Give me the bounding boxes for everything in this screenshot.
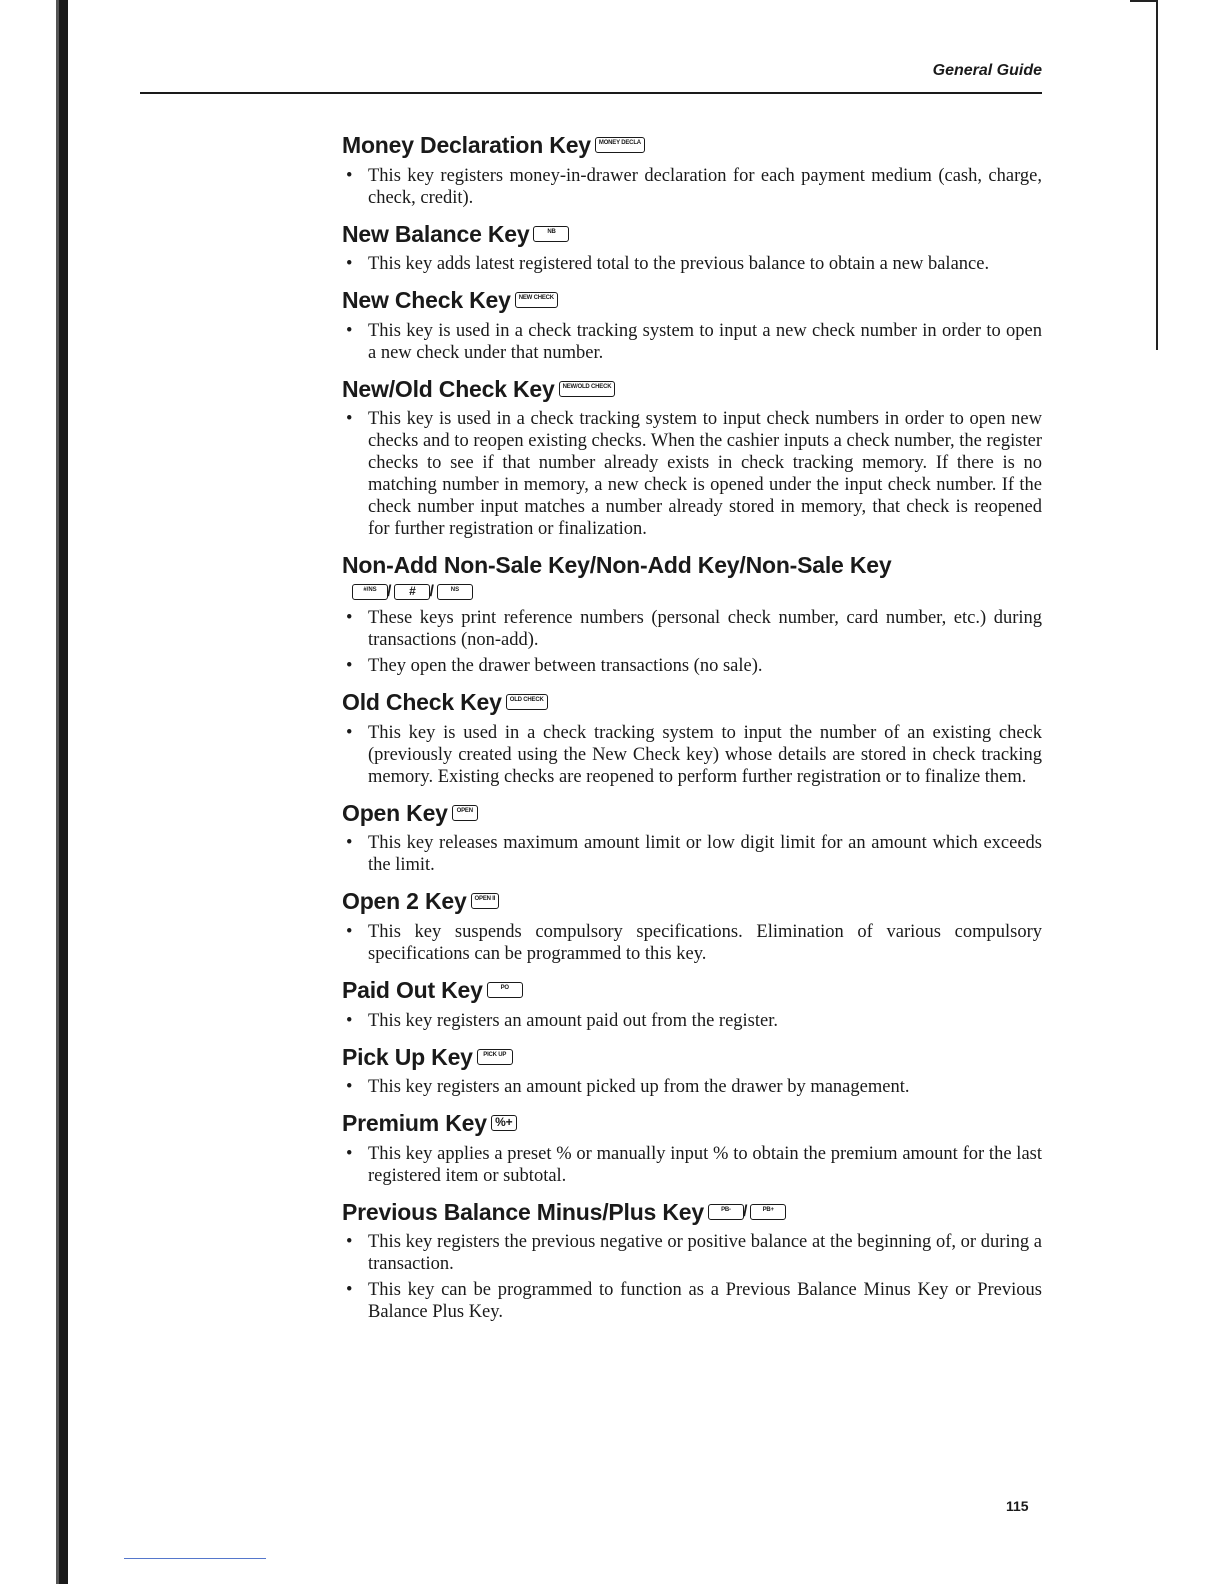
entry-title: Premium Key: [342, 1110, 487, 1137]
old-check-key-icon: OLD CHECK: [506, 694, 548, 710]
entry-new-check-key: [342, 287, 1042, 364]
previous-balance-plus-key-icon: PB+: [750, 1204, 786, 1220]
bullet: • This key registers an amount paid out from the register.: [342, 1010, 1042, 1032]
entry-premium-key: [342, 1110, 1042, 1187]
entry-heading: [342, 1110, 1042, 1138]
key-separator: /: [387, 583, 392, 601]
entry-title: Open Key: [342, 799, 448, 826]
bullet: • This key registers an amount picked up from the drawer by management.: [342, 1076, 1042, 1098]
binding-edge: [58, 0, 68, 1584]
entry-heading: [342, 132, 1042, 160]
new-balance-key-icon: NB: [533, 226, 569, 242]
bullet: • This key can be programmed to function as a Previous Balance Minus Key or Previous Balance Plus Key.: [342, 1279, 1042, 1323]
key-separator: /: [429, 583, 434, 601]
footer-rule: [124, 1558, 266, 1559]
entry-pick-up-key: [342, 1044, 1042, 1099]
entry-title: Non-Add Non-Sale Key/Non-Add Key/Non-Sale Key: [342, 552, 892, 579]
key-separator: /: [742, 1203, 748, 1221]
entry-title: New/Old Check Key: [342, 375, 555, 402]
bullet: • This key is used in a check tracking system to input the number of an existing check (previously created using the New Check key) whose details are stored in check tracking memory. Existing checks are reopened to perform further registration or to finalize them.: [342, 722, 1042, 788]
paid-out-key-icon: PO: [487, 982, 523, 998]
bullet: • This key releases maximum amount limit or low digit limit for an amount which exceeds the limit.: [342, 832, 1042, 876]
crop-mark: [1156, 0, 1158, 350]
running-head: General Guide: [932, 62, 1042, 79]
open-key-icon: OPEN: [452, 805, 478, 821]
non-add-non-sale-key-icon: #/NS: [352, 584, 388, 600]
page-number: 115: [1006, 1498, 1029, 1514]
entry-heading: [342, 1044, 1042, 1072]
glossary-content: [342, 132, 1042, 1335]
entry-open-2-key: [342, 888, 1042, 965]
entry-money-declaration-key: [342, 132, 1042, 209]
entry-heading: [342, 552, 1042, 580]
entry-non-add-non-sale-key: [342, 552, 1042, 677]
previous-balance-minus-key-icon: PB-: [708, 1204, 744, 1220]
entry-paid-out-key: [342, 977, 1042, 1032]
non-add-key-icon: #: [394, 584, 430, 600]
entry-heading: [342, 689, 1042, 717]
open-2-key-icon: OPEN II: [471, 893, 500, 909]
entry-title: New Check Key: [342, 287, 511, 314]
entry-heading: [342, 221, 1042, 249]
pick-up-key-icon: PICK UP: [477, 1049, 513, 1065]
entry-heading: [342, 376, 1042, 404]
entry-open-key: [342, 800, 1042, 877]
entry-new-old-check-key: [342, 376, 1042, 541]
entry-title: Old Check Key: [342, 689, 502, 716]
bullet: • They open the drawer between transactions (no sale).: [342, 655, 1042, 677]
entry-heading: [342, 977, 1042, 1005]
money-declaration-key-icon: MONEY DECLA: [595, 137, 645, 153]
new-check-key-icon: NEW CHECK: [515, 292, 558, 308]
entry-title: New Balance Key: [342, 220, 530, 247]
bullet: • This key registers money-in-drawer declaration for each payment medium (cash, charge, check, credit).: [342, 165, 1042, 209]
entry-heading: [342, 888, 1042, 916]
bullet: • This key registers the previous negative or positive balance at the beginning of, or during a transaction.: [342, 1231, 1042, 1275]
new-old-check-key-icon: NEW/OLD CHECK: [559, 381, 616, 397]
entry-title: Money Declaration Key: [342, 132, 591, 158]
bullet: • This key adds latest registered total to the previous balance to obtain a new balance.: [342, 253, 1042, 275]
entry-title: Paid Out Key: [342, 977, 483, 1004]
bullet: • This key is used in a check tracking system to input check numbers in order to open new checks and to reopen existing checks. When the cashier inputs a check number, the register checks to see if that number already exists in check tracking memory. If there is no matching number in memory, a new check is opened under the input check number. If the check number input matches a number already stored in memory, that check is reopened for further registration or finalization.: [342, 408, 1042, 540]
bullet: • These keys print reference numbers (personal check number, card number, etc.) during transactions (non-add).: [342, 607, 1042, 651]
entry-heading: [342, 1199, 1042, 1227]
bullet: • This key suspends compulsory specifications. Elimination of various compulsory specifications can be programmed to this key.: [342, 921, 1042, 965]
entry-new-balance-key: [342, 221, 1042, 276]
crop-mark-top: [1130, 0, 1158, 2]
header-rule: [140, 92, 1042, 94]
premium-key-icon: %+: [491, 1115, 517, 1131]
key-row: [348, 585, 1042, 603]
bullet: • This key is used in a check tracking system to input a new check number in order to open a new check under that number.: [342, 320, 1042, 364]
non-sale-key-icon: NS: [437, 584, 473, 600]
entry-title: Open 2 Key: [342, 888, 467, 915]
entry-heading: [342, 287, 1042, 315]
entry-heading: [342, 800, 1042, 828]
bullet: • This key applies a preset % or manually input % to obtain the premium amount for the last registered item or subtotal.: [342, 1143, 1042, 1187]
entry-title: Pick Up Key: [342, 1043, 473, 1070]
binding-shadow: [56, 0, 59, 1584]
entry-title: Previous Balance Minus/Plus Key: [342, 1198, 704, 1225]
entry-previous-balance-key: [342, 1199, 1042, 1324]
entry-old-check-key: [342, 689, 1042, 788]
